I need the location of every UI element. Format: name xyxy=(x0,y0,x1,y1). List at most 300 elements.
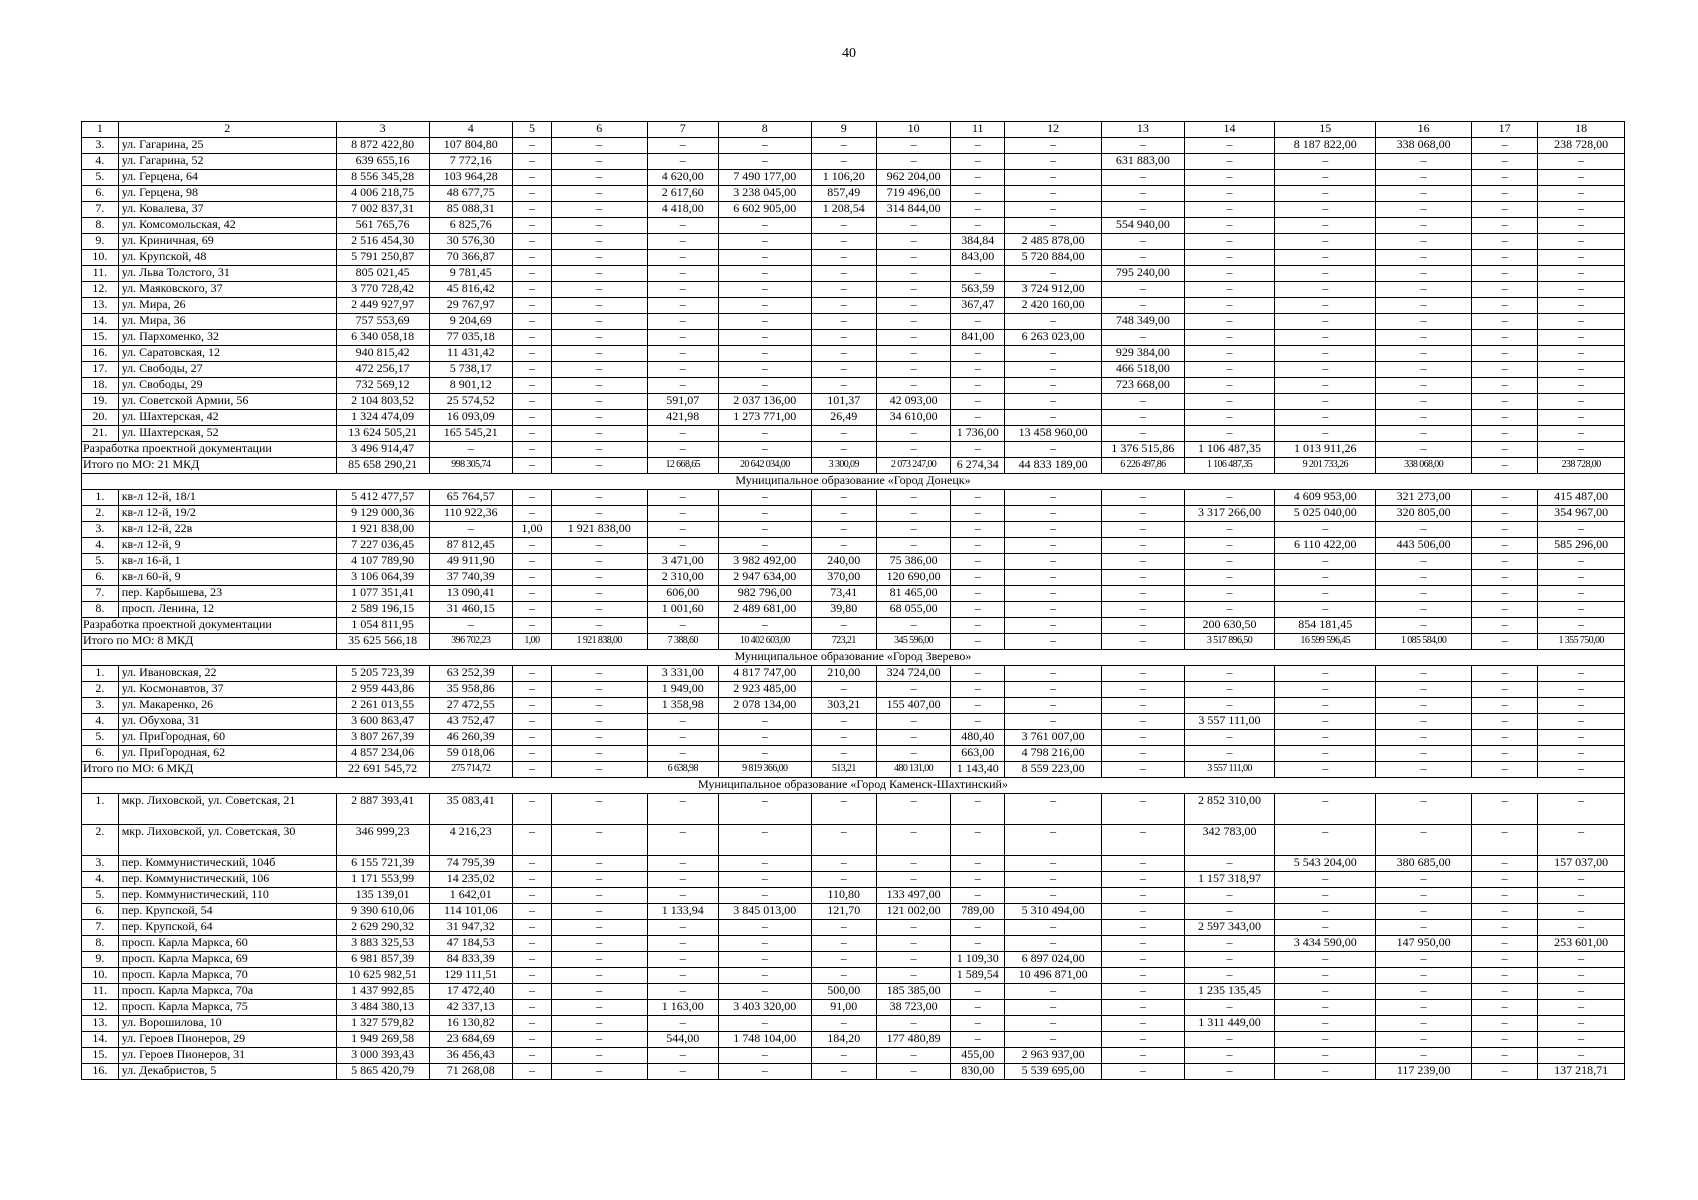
table-cell: – xyxy=(718,154,811,170)
table-cell: – xyxy=(718,984,811,1000)
table-cell: 110 922,36 xyxy=(429,506,513,522)
table-cell: 81 465,00 xyxy=(876,586,950,602)
table-cell: – xyxy=(1472,186,1538,202)
table-cell: – xyxy=(1538,410,1625,426)
row-number: 14. xyxy=(82,314,119,330)
table-cell: 854 181,45 xyxy=(1275,618,1376,634)
table-cell: 4 620,00 xyxy=(647,170,718,186)
table-cell: – xyxy=(1376,250,1472,266)
table-cell: – xyxy=(1472,218,1538,234)
table-cell: 135 139,01 xyxy=(336,888,429,904)
table-cell: – xyxy=(1472,250,1538,266)
table-cell: 1 133,94 xyxy=(647,904,718,920)
table-row xyxy=(82,522,1625,538)
table-cell: 338 068,00 xyxy=(1376,138,1472,154)
table-cell: – xyxy=(718,968,811,984)
table-cell: 1 077 351,41 xyxy=(336,586,429,602)
table-cell: 103 964,28 xyxy=(429,170,513,186)
row-number: 2. xyxy=(82,506,119,522)
table-cell: 71 268,08 xyxy=(429,1064,513,1080)
table-row xyxy=(82,346,1625,362)
address-cell: ул. Герцена, 98 xyxy=(118,186,336,202)
table-cell: – xyxy=(1376,714,1472,730)
table-cell: – xyxy=(718,330,811,346)
table-cell: – xyxy=(1472,522,1538,538)
table-cell: – xyxy=(513,1032,552,1048)
table-cell: – xyxy=(1376,698,1472,714)
row-number: 4. xyxy=(82,538,119,554)
table-cell: – xyxy=(1538,554,1625,570)
row-number: 8. xyxy=(82,936,119,952)
table-cell: – xyxy=(1005,856,1102,872)
table-cell: – xyxy=(1102,298,1185,314)
table-cell: – xyxy=(513,538,552,554)
table-cell: – xyxy=(951,872,1005,888)
table-cell: – xyxy=(551,984,647,1000)
table-cell: – xyxy=(811,714,876,730)
table-cell: 4 216,23 xyxy=(429,825,513,856)
table-cell: – xyxy=(1472,762,1538,778)
table-cell: – xyxy=(1102,872,1185,888)
table-cell: – xyxy=(1376,378,1472,394)
table-cell: 6 155 721,39 xyxy=(336,856,429,872)
table-cell: – xyxy=(1102,538,1185,554)
table-cell: – xyxy=(647,426,718,442)
address-cell: просп. Карла Маркса, 60 xyxy=(118,936,336,952)
row-number: 15. xyxy=(82,1048,119,1064)
table-cell: – xyxy=(718,794,811,825)
table-cell: 5 025 040,00 xyxy=(1275,506,1376,522)
table-cell: – xyxy=(1275,952,1376,968)
table-cell: – xyxy=(513,490,552,506)
table-cell: – xyxy=(718,426,811,442)
table-cell: – xyxy=(513,1000,552,1016)
table-cell: – xyxy=(647,250,718,266)
table-cell: – xyxy=(1275,394,1376,410)
table-cell: – xyxy=(811,218,876,234)
address-cell: пер. Карбышева, 23 xyxy=(118,586,336,602)
table-cell: – xyxy=(1102,936,1185,952)
table-cell: 16 130,82 xyxy=(429,1016,513,1032)
table-cell: – xyxy=(647,218,718,234)
table-cell: – xyxy=(1275,586,1376,602)
table-cell: 2 963 937,00 xyxy=(1005,1048,1102,1064)
table-cell: – xyxy=(718,442,811,458)
table-cell: – xyxy=(1376,872,1472,888)
table-cell: – xyxy=(1005,1032,1102,1048)
column-header: 15 xyxy=(1275,122,1376,138)
table-row xyxy=(82,282,1625,298)
table-row xyxy=(82,746,1625,762)
table-cell: – xyxy=(951,410,1005,426)
table-cell: – xyxy=(1184,856,1275,872)
table-cell: 25 574,52 xyxy=(429,394,513,410)
table-cell: – xyxy=(811,794,876,825)
table-cell: 2 597 343,00 xyxy=(1184,920,1275,936)
table-cell: – xyxy=(513,762,552,778)
table-cell: – xyxy=(811,506,876,522)
table-cell: – xyxy=(1102,888,1185,904)
table-cell: – xyxy=(647,522,718,538)
table-cell: – xyxy=(951,794,1005,825)
section-heading-row xyxy=(82,650,1625,666)
table-cell: 47 184,53 xyxy=(429,936,513,952)
table-cell: – xyxy=(513,952,552,968)
table-cell: – xyxy=(811,1048,876,1064)
row-number: 5. xyxy=(82,888,119,904)
table-cell: – xyxy=(647,968,718,984)
address-cell: просп. Карла Маркса, 75 xyxy=(118,1000,336,1016)
table-cell: 2 516 454,30 xyxy=(336,234,429,250)
table-cell: – xyxy=(513,554,552,570)
table-cell: 2 947 634,00 xyxy=(718,570,811,586)
table-cell: 1 085 584,00 xyxy=(1376,634,1472,650)
table-cell: 73,41 xyxy=(811,586,876,602)
total-row xyxy=(82,458,1625,474)
table-cell: 6 274,34 xyxy=(951,458,1005,474)
table-cell: – xyxy=(513,856,552,872)
table-cell: – xyxy=(647,154,718,170)
row-label: Итого по МО: 21 МКД xyxy=(82,458,337,474)
address-cell: кв-л 60-й, 9 xyxy=(118,570,336,586)
column-header: 8 xyxy=(718,122,811,138)
table-cell: – xyxy=(1275,346,1376,362)
table-cell: 480,40 xyxy=(951,730,1005,746)
table-cell: – xyxy=(1005,138,1102,154)
table-cell: 732 569,12 xyxy=(336,378,429,394)
table-cell: – xyxy=(1376,346,1472,362)
table-cell: – xyxy=(718,618,811,634)
table-cell: 200 630,50 xyxy=(1184,618,1275,634)
table-cell: – xyxy=(1005,698,1102,714)
table-row xyxy=(82,410,1625,426)
table-cell: 77 035,18 xyxy=(429,330,513,346)
table-cell: – xyxy=(1472,490,1538,506)
table-cell: – xyxy=(513,746,552,762)
table-cell: – xyxy=(811,346,876,362)
table-cell: – xyxy=(1538,825,1625,856)
table-cell: – xyxy=(1472,634,1538,650)
row-number: 2. xyxy=(82,825,119,856)
table-cell: – xyxy=(876,746,950,762)
total-row xyxy=(82,762,1625,778)
table-cell: – xyxy=(1376,266,1472,282)
table-cell: – xyxy=(718,298,811,314)
table-cell: 13 458 960,00 xyxy=(1005,426,1102,442)
table-cell: – xyxy=(513,666,552,682)
table-cell: – xyxy=(1538,298,1625,314)
table-cell: – xyxy=(1472,714,1538,730)
table-cell: – xyxy=(1472,378,1538,394)
table-cell: – xyxy=(513,266,552,282)
table-cell: – xyxy=(1184,266,1275,282)
table-cell: – xyxy=(951,618,1005,634)
table-cell: 585 296,00 xyxy=(1538,538,1625,554)
table-row xyxy=(82,170,1625,186)
table-cell: – xyxy=(1472,202,1538,218)
table-cell: – xyxy=(1102,762,1185,778)
table-cell: 795 240,00 xyxy=(1102,266,1185,282)
table-cell: 91,00 xyxy=(811,1000,876,1016)
table-cell: – xyxy=(951,218,1005,234)
table-cell: – xyxy=(718,522,811,538)
table-cell: – xyxy=(1472,968,1538,984)
address-cell: ул. Мира, 26 xyxy=(118,298,336,314)
table-cell: 5 310 494,00 xyxy=(1005,904,1102,920)
section-heading-row xyxy=(82,474,1625,490)
table-cell: – xyxy=(1184,346,1275,362)
table-cell: 1 054 811,95 xyxy=(336,618,429,634)
table-cell: 1 157 318,97 xyxy=(1184,872,1275,888)
table-cell: – xyxy=(951,698,1005,714)
table-cell: – xyxy=(1275,714,1376,730)
table-cell: – xyxy=(1005,346,1102,362)
table-cell: – xyxy=(811,1016,876,1032)
table-cell: – xyxy=(1275,426,1376,442)
table-cell: – xyxy=(1005,362,1102,378)
table-cell: – xyxy=(551,282,647,298)
table-cell: 1 949 269,58 xyxy=(336,1032,429,1048)
table-row xyxy=(82,888,1625,904)
table-cell: – xyxy=(1275,1064,1376,1080)
table-cell: – xyxy=(1376,330,1472,346)
table-cell: – xyxy=(1376,554,1472,570)
table-cell: – xyxy=(1005,314,1102,330)
row-number: 4. xyxy=(82,714,119,730)
table-cell: – xyxy=(551,394,647,410)
table-cell: – xyxy=(1376,186,1472,202)
table-cell: – xyxy=(1472,1000,1538,1016)
table-cell: – xyxy=(647,1064,718,1080)
table-cell: – xyxy=(811,282,876,298)
table-cell: – xyxy=(1102,330,1185,346)
table-cell: 6 110 422,00 xyxy=(1275,538,1376,554)
table-cell: 805 021,45 xyxy=(336,266,429,282)
table-cell: – xyxy=(951,170,1005,186)
table-cell: – xyxy=(1184,1000,1275,1016)
table-cell: – xyxy=(1005,825,1102,856)
table-cell: – xyxy=(513,794,552,825)
table-cell: 1 327 579,82 xyxy=(336,1016,429,1032)
table-row xyxy=(82,730,1625,746)
table-cell: 663,00 xyxy=(951,746,1005,762)
table-cell: 177 480,89 xyxy=(876,1032,950,1048)
table-cell: 421,98 xyxy=(647,410,718,426)
table-cell: 120 690,00 xyxy=(876,570,950,586)
table-cell: 757 553,69 xyxy=(336,314,429,330)
table-cell: – xyxy=(951,442,1005,458)
table-cell: – xyxy=(513,154,552,170)
table-cell: – xyxy=(647,984,718,1000)
table-cell: 5 543 204,00 xyxy=(1275,856,1376,872)
table-cell: – xyxy=(1102,234,1185,250)
row-number: 8. xyxy=(82,602,119,618)
table-cell: 472 256,17 xyxy=(336,362,429,378)
table-cell: – xyxy=(513,186,552,202)
table-cell: 44 833 189,00 xyxy=(1005,458,1102,474)
table-cell: – xyxy=(1102,618,1185,634)
table-cell: – xyxy=(1184,330,1275,346)
table-cell: – xyxy=(1538,1048,1625,1064)
table-cell: – xyxy=(1102,714,1185,730)
address-cell: ул. Героев Пионеров, 31 xyxy=(118,1048,336,1064)
row-number: 3. xyxy=(82,698,119,714)
table-cell: 513,21 xyxy=(811,762,876,778)
table-cell: – xyxy=(1005,202,1102,218)
table-cell: – xyxy=(513,170,552,186)
table-cell: – xyxy=(718,362,811,378)
row-number: 1. xyxy=(82,666,119,682)
table-cell: – xyxy=(513,825,552,856)
table-cell: 65 764,57 xyxy=(429,490,513,506)
table-cell: – xyxy=(951,666,1005,682)
address-cell: кв-л 12-й, 19/2 xyxy=(118,506,336,522)
table-cell: – xyxy=(1472,458,1538,474)
table-cell: – xyxy=(811,1064,876,1080)
row-number: 3. xyxy=(82,522,119,538)
table-cell: – xyxy=(1472,602,1538,618)
table-cell: – xyxy=(811,522,876,538)
address-cell: ул. Саратовская, 12 xyxy=(118,346,336,362)
table-cell: – xyxy=(551,698,647,714)
table-cell: 2 078 134,00 xyxy=(718,698,811,714)
column-header: 2 xyxy=(118,122,336,138)
table-cell: – xyxy=(1184,1048,1275,1064)
row-label: Разработка проектной документации xyxy=(82,618,337,634)
table-row xyxy=(82,506,1625,522)
table-cell: 554 940,00 xyxy=(1102,218,1185,234)
table-cell: – xyxy=(951,490,1005,506)
row-number: 7. xyxy=(82,920,119,936)
table-cell: 22 691 545,72 xyxy=(336,762,429,778)
table-cell: 14 235,02 xyxy=(429,872,513,888)
table-cell: – xyxy=(1102,856,1185,872)
table-cell: 1 235 135,45 xyxy=(1184,984,1275,1000)
table-cell: – xyxy=(513,984,552,1000)
table-cell: – xyxy=(1376,426,1472,442)
table-cell: – xyxy=(1184,138,1275,154)
table-cell: – xyxy=(951,378,1005,394)
table-cell: 789,00 xyxy=(951,904,1005,920)
table-cell: 354 967,00 xyxy=(1538,506,1625,522)
row-number: 3. xyxy=(82,856,119,872)
table-cell: 843,00 xyxy=(951,250,1005,266)
table-cell: – xyxy=(876,856,950,872)
address-cell: ул. Макаренко, 26 xyxy=(118,698,336,714)
table-cell: – xyxy=(647,920,718,936)
table-cell: – xyxy=(1538,904,1625,920)
table-cell: – xyxy=(1538,968,1625,984)
table-cell: – xyxy=(1005,1016,1102,1032)
table-cell: – xyxy=(551,138,647,154)
table-cell: – xyxy=(1275,266,1376,282)
row-number: 6. xyxy=(82,904,119,920)
table-cell: 10 402 603,00 xyxy=(718,634,811,650)
table-cell: – xyxy=(513,570,552,586)
row-number: 19. xyxy=(82,394,119,410)
table-cell: – xyxy=(1275,984,1376,1000)
table-cell: 631 883,00 xyxy=(1102,154,1185,170)
table-cell: 31 947,32 xyxy=(429,920,513,936)
table-cell: – xyxy=(513,1064,552,1080)
table-cell: 37 740,39 xyxy=(429,570,513,586)
table-cell: 3 517 896,50 xyxy=(1184,634,1275,650)
table-cell: – xyxy=(1184,202,1275,218)
address-cell: ул. Космонавтов, 37 xyxy=(118,682,336,698)
table-cell: – xyxy=(1102,666,1185,682)
table-row xyxy=(82,586,1625,602)
table-cell: – xyxy=(951,920,1005,936)
column-header: 13 xyxy=(1102,122,1185,138)
table-cell: – xyxy=(1275,170,1376,186)
table-cell: – xyxy=(876,714,950,730)
table-cell: – xyxy=(551,426,647,442)
table-cell: – xyxy=(1472,888,1538,904)
table-cell: – xyxy=(1102,250,1185,266)
table-cell: – xyxy=(876,266,950,282)
table-cell: 275 714,72 xyxy=(429,762,513,778)
table-cell: 13 624 505,21 xyxy=(336,426,429,442)
table-cell: – xyxy=(1184,410,1275,426)
row-label: Разработка проектной документации xyxy=(82,442,337,458)
table-cell: – xyxy=(551,618,647,634)
table-cell: 1 589,54 xyxy=(951,968,1005,984)
table-cell: – xyxy=(1102,952,1185,968)
table-cell: – xyxy=(811,298,876,314)
table-cell: – xyxy=(1005,872,1102,888)
table-cell: – xyxy=(1184,968,1275,984)
table-row xyxy=(82,1000,1625,1016)
table-cell: – xyxy=(951,1016,1005,1032)
table-cell: – xyxy=(951,138,1005,154)
table-cell: – xyxy=(951,1032,1005,1048)
table-cell: 606,00 xyxy=(647,586,718,602)
table-cell: 380 685,00 xyxy=(1376,856,1472,872)
table-row xyxy=(82,1016,1625,1032)
table-cell: 639 655,16 xyxy=(336,154,429,170)
table-cell: 1 355 750,00 xyxy=(1538,634,1625,650)
table-cell: 38 723,00 xyxy=(876,1000,950,1016)
table-cell: – xyxy=(1472,1048,1538,1064)
table-cell: 7 227 036,45 xyxy=(336,538,429,554)
table-cell: – xyxy=(513,714,552,730)
table-cell: – xyxy=(718,314,811,330)
table-cell: – xyxy=(513,410,552,426)
table-cell: 370,00 xyxy=(811,570,876,586)
table-cell: 3 807 267,39 xyxy=(336,730,429,746)
table-cell: – xyxy=(1275,186,1376,202)
table-cell: 1 208,54 xyxy=(811,202,876,218)
table-cell: – xyxy=(1184,730,1275,746)
table-cell: – xyxy=(876,522,950,538)
table-cell: – xyxy=(718,378,811,394)
table-cell: – xyxy=(1538,682,1625,698)
table-cell: – xyxy=(1184,522,1275,538)
table-cell: – xyxy=(647,298,718,314)
table-cell: – xyxy=(551,218,647,234)
table-row xyxy=(82,666,1625,682)
table-cell: 34 610,00 xyxy=(876,410,950,426)
table-cell: – xyxy=(1472,904,1538,920)
address-cell: ул. Герцена, 64 xyxy=(118,170,336,186)
table-cell: – xyxy=(1472,266,1538,282)
table-cell: – xyxy=(1472,234,1538,250)
table-cell: 591,07 xyxy=(647,394,718,410)
table-cell: – xyxy=(811,618,876,634)
table-cell: – xyxy=(1472,426,1538,442)
table-cell: – xyxy=(1538,1016,1625,1032)
row-number: 11. xyxy=(82,266,119,282)
